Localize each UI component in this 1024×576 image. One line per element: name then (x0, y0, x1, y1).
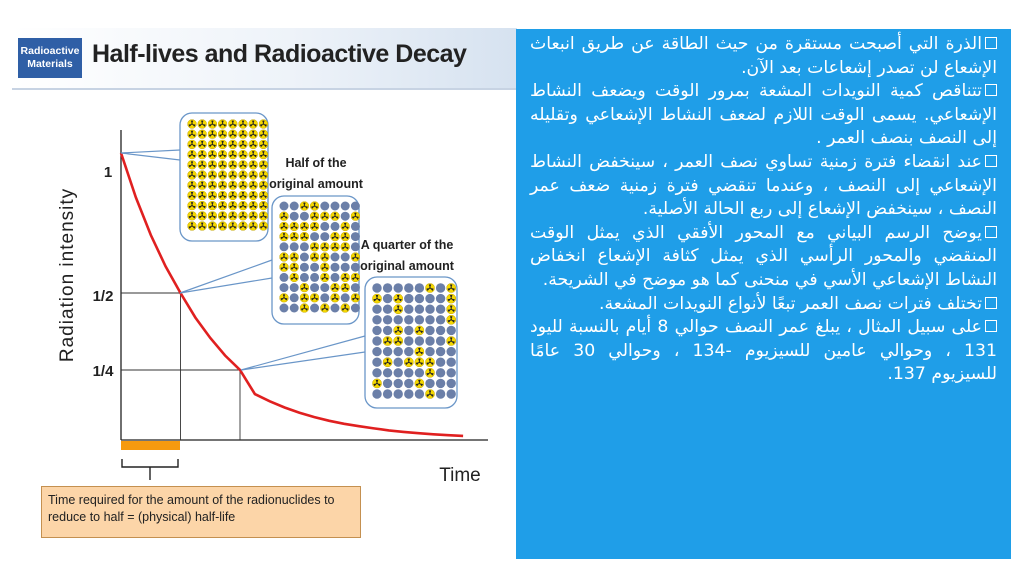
stable-atom (383, 283, 392, 292)
radioactive-atom-icon (320, 253, 329, 262)
stable-atom (331, 222, 340, 231)
radioactive-atom-icon (198, 181, 207, 190)
radioactive-atom-icon (228, 191, 237, 200)
radioactive-atom-icon (198, 120, 207, 129)
stable-atom (310, 304, 319, 313)
stable-atom (404, 326, 413, 335)
radioactive-atom-icon (447, 294, 456, 303)
stable-atom (425, 336, 434, 345)
stable-atom (436, 368, 445, 377)
stable-atom (394, 347, 403, 356)
radioactive-atom-icon (290, 273, 299, 282)
radioactive-atom-icon (300, 232, 309, 241)
radioactive-atom-icon (341, 222, 350, 231)
radioactive-atom-icon (447, 305, 456, 314)
stable-atom (280, 304, 289, 313)
radioactive-atom-icon (188, 140, 197, 149)
radioactive-atom-icon (249, 222, 258, 231)
stable-atom (383, 347, 392, 356)
radioactive-atom-icon (228, 150, 237, 159)
radioactive-atom-icon (341, 232, 350, 241)
radioactive-atom-icon (425, 283, 434, 292)
stable-atom (320, 293, 329, 302)
stable-atom (280, 283, 289, 292)
stable-atom (425, 326, 434, 335)
stable-atom (383, 389, 392, 398)
radioactive-atom-icon (394, 336, 403, 345)
radioactive-atom-icon (415, 347, 424, 356)
radioactive-atom-icon (259, 120, 268, 129)
radioactive-atom-icon (300, 293, 309, 302)
radioactive-atom-icon (351, 293, 360, 302)
stable-atom (331, 253, 340, 262)
radioactive-atom-icon (351, 273, 360, 282)
stable-atom (383, 305, 392, 314)
radioactive-atom-icon (425, 358, 434, 367)
checkbox-bullet-icon (985, 155, 997, 167)
radioactive-atom-icon (310, 202, 319, 211)
radioactive-atom-icon (188, 120, 197, 129)
stable-atom (415, 305, 424, 314)
radioactive-atom-icon (290, 263, 299, 272)
radioactive-atom-icon (208, 171, 217, 180)
radioactive-atom-icon (198, 150, 207, 159)
stable-atom (394, 379, 403, 388)
callout-half-label-2: original amount (269, 177, 363, 191)
list-item (530, 80, 997, 151)
y-tick-1: 1 (103, 164, 113, 181)
radioactive-atom-icon (249, 130, 258, 139)
radioactive-atom-icon (208, 130, 217, 139)
radioactive-atom-icon (394, 305, 403, 314)
stable-atom (341, 263, 350, 272)
stable-atom (331, 273, 340, 282)
radioactive-atom-icon (218, 160, 227, 169)
explanation-panel (516, 29, 1011, 559)
radioactive-atom-icon (300, 304, 309, 313)
stable-atom (383, 326, 392, 335)
half-life-bracket (122, 459, 178, 480)
checkbox-bullet-icon (985, 84, 997, 96)
radioactive-atom-icon (425, 368, 434, 377)
y-axis-label: Radiation intensity (57, 187, 78, 363)
stable-atom (436, 347, 445, 356)
stable-atom (415, 389, 424, 398)
radioactive-atom-icon (351, 212, 360, 221)
radioactive-atom-icon (239, 222, 248, 231)
radioactive-atom-icon (310, 242, 319, 251)
stable-atom (320, 202, 329, 211)
list-item (530, 33, 997, 80)
stable-atom (331, 263, 340, 272)
stable-atom (351, 263, 360, 272)
radioactive-atom-icon (249, 181, 258, 190)
radioactive-atom-icon (188, 181, 197, 190)
radioactive-atom-icon (310, 222, 319, 231)
list-item (530, 316, 997, 387)
radioactive-atom-icon (320, 242, 329, 251)
radioactive-atom-icon (394, 294, 403, 303)
radioactive-atom-icon (208, 140, 217, 149)
radioactive-atom-icon (341, 242, 350, 251)
stable-atom (404, 283, 413, 292)
stable-atom (404, 379, 413, 388)
stable-atom (436, 379, 445, 388)
radioactive-atom-icon (320, 212, 329, 221)
radioactive-atom-icon (198, 171, 207, 180)
radioactive-atom-icon (218, 211, 227, 220)
radioactive-atom-icon (310, 253, 319, 262)
radioactive-atom-icon (188, 211, 197, 220)
stable-atom (436, 326, 445, 335)
stable-atom (331, 202, 340, 211)
radioactive-atom-icon (415, 326, 424, 335)
radioactive-atom-icon (239, 211, 248, 220)
radioactive-atom-icon (218, 191, 227, 200)
stable-atom (436, 336, 445, 345)
radioactive-atom-icon (188, 160, 197, 169)
radioactive-atom-icon (280, 253, 289, 262)
radioactive-atom-icon (310, 293, 319, 302)
stable-atom (372, 336, 381, 345)
radioactive-atom-icon (447, 315, 456, 324)
stable-atom (404, 347, 413, 356)
radioactive-atom-icon (249, 150, 258, 159)
radioactive-atom-icon (228, 181, 237, 190)
checkbox-bullet-icon (985, 226, 997, 238)
stable-atom (415, 283, 424, 292)
radioactive-atom-icon (239, 160, 248, 169)
stable-atom (372, 283, 381, 292)
stable-atom (372, 368, 381, 377)
radioactive-atom-icon (188, 191, 197, 200)
stable-atom (447, 368, 456, 377)
radioactive-atom-icon (218, 201, 227, 210)
stable-atom (351, 232, 360, 241)
radioactive-atom-icon (228, 130, 237, 139)
radioactive-atom-icon (239, 120, 248, 129)
radioactive-atom-icon (404, 358, 413, 367)
radioactive-atom-icon (372, 294, 381, 303)
stable-atom (290, 242, 299, 251)
stable-atom (300, 212, 309, 221)
radioactive-atom-icon (259, 222, 268, 231)
stable-atom (425, 379, 434, 388)
list-item-text: تختلف فترات نصف العمر تبعًا لأنواع النويدات المشعة. (599, 293, 982, 314)
stable-atom (383, 379, 392, 388)
radioactive-atom-icon (259, 191, 268, 200)
stable-atom (404, 315, 413, 324)
callout-half-label-1: Half of the (285, 156, 347, 170)
stable-atom (404, 389, 413, 398)
stable-atom (280, 202, 289, 211)
radioactive-atom-icon (280, 212, 289, 221)
stable-atom (331, 304, 340, 313)
radioactive-atom-icon (290, 222, 299, 231)
stable-atom (310, 273, 319, 282)
radioactive-atom-icon (218, 130, 227, 139)
radioactive-atom-icon (300, 202, 309, 211)
radioactive-atom-icon (249, 171, 258, 180)
radioactive-atom-icon (239, 181, 248, 190)
stable-atom (404, 294, 413, 303)
stable-atom (425, 305, 434, 314)
radioactive-atom-icon (249, 140, 258, 149)
stable-atom (447, 326, 456, 335)
stable-atom (290, 304, 299, 313)
stable-atom (436, 358, 445, 367)
stable-atom (394, 368, 403, 377)
stable-atom (290, 202, 299, 211)
stable-atom (436, 315, 445, 324)
radioactive-atom-icon (259, 181, 268, 190)
radioactive-atom-icon (208, 191, 217, 200)
stable-atom (394, 389, 403, 398)
radioactive-atom-icon (259, 140, 268, 149)
radioactive-atom-icon (218, 120, 227, 129)
radioactive-atom-icon (218, 171, 227, 180)
stable-atom (300, 253, 309, 262)
stable-atom (372, 358, 381, 367)
radioactive-atom-icon (280, 263, 289, 272)
radioactive-atom-icon (290, 232, 299, 241)
stable-atom (372, 315, 381, 324)
radioactive-atom-icon (239, 191, 248, 200)
radioactive-atom-icon (415, 379, 424, 388)
radioactive-atom-icon (239, 201, 248, 210)
stable-atom (425, 294, 434, 303)
checkbox-bullet-icon (985, 37, 997, 49)
stable-atom (383, 315, 392, 324)
stable-atom (351, 202, 360, 211)
radioactive-atom-icon (208, 201, 217, 210)
stable-atom (415, 368, 424, 377)
x-axis-label: Time (439, 465, 481, 486)
radioactive-atom-icon (331, 212, 340, 221)
radioactive-atom-icon (415, 358, 424, 367)
stable-atom (436, 294, 445, 303)
radioactive-atom-icon (208, 120, 217, 129)
radioactive-atom-icon (259, 201, 268, 210)
radioactive-atom-icon (341, 304, 350, 313)
stable-atom (341, 202, 350, 211)
stable-atom (351, 283, 360, 292)
stable-atom (290, 283, 299, 292)
radioactive-atom-icon (239, 130, 248, 139)
stable-atom (415, 294, 424, 303)
radioactive-atom-icon (208, 211, 217, 220)
stable-atom (394, 315, 403, 324)
radioactive-atom-icon (310, 212, 319, 221)
radioactive-atom-icon (249, 201, 258, 210)
stable-atom (404, 336, 413, 345)
radioactive-atom-icon (198, 222, 207, 231)
stable-atom (341, 293, 350, 302)
radioactive-atom-icon (259, 150, 268, 159)
stable-atom (415, 336, 424, 345)
radioactive-atom-icon (188, 130, 197, 139)
stable-atom (425, 315, 434, 324)
badge-line2: Materials (27, 58, 73, 70)
stable-atom (394, 283, 403, 292)
radioactive-atom-icon (198, 191, 207, 200)
list-item (530, 293, 997, 317)
radioactive-atom-icon (331, 293, 340, 302)
stable-atom (351, 222, 360, 231)
radioactive-atom-icon (320, 273, 329, 282)
list-item (530, 151, 997, 222)
stable-atom (447, 379, 456, 388)
radioactive-atom-icon (372, 379, 381, 388)
stable-atom (436, 283, 445, 292)
stable-atom (383, 294, 392, 303)
radioactive-atom-icon (394, 326, 403, 335)
stable-atom (300, 242, 309, 251)
stable-atom (436, 389, 445, 398)
radioactive-atom-icon (228, 120, 237, 129)
radioactive-atom-icon (383, 336, 392, 345)
stable-atom (372, 326, 381, 335)
stable-atom (290, 212, 299, 221)
list-item-text: الذرة التي أصبحت مستقرة من حيث الطاقة عن طريق انبعاث الإشعاع لن تصدر إشعاعات بعد الآن. (530, 34, 997, 78)
list-item (530, 222, 997, 293)
radioactive-atom-icon (239, 140, 248, 149)
radioactive-atom-icon (239, 171, 248, 180)
badge-line1: Radioactive (20, 45, 80, 57)
radioactive-atom-icon (218, 181, 227, 190)
radioactive-atom-icon (188, 201, 197, 210)
slide-title: Half-lives and Radioactive Decay (92, 40, 467, 68)
radioactive-atom-icon (351, 253, 360, 262)
list-item-text: يوضح الرسم البياني مع المحور الأفقي الذي يمثل الوقت المنقضي والمحور الرأسي الذي يمثل كثافة الإشعاع انخفاض النشاط الإشعاعي الأسي في منحنى كما هو موضح في الشريحة. (530, 222, 997, 290)
stable-atom (372, 305, 381, 314)
radioactive-atom-icon (300, 222, 309, 231)
radioactive-atom-icon (188, 150, 197, 159)
stable-atom (320, 222, 329, 231)
radioactive-atom-icon (259, 171, 268, 180)
stable-atom (404, 368, 413, 377)
stable-atom (320, 283, 329, 292)
stable-atom (310, 232, 319, 241)
callout-quarter-label-2: original amount (360, 259, 454, 273)
radioactive-atom-icon (218, 150, 227, 159)
stable-atom (351, 304, 360, 313)
y-tick-quarter: 1/4 (92, 363, 114, 380)
stable-atom (447, 358, 456, 367)
radioactive-atom-icon (208, 150, 217, 159)
radioactive-atom-icon (320, 304, 329, 313)
radioactive-atom-icon (331, 242, 340, 251)
radioactive-atom-icon (208, 222, 217, 231)
radioactive-atom-icon (198, 160, 207, 169)
radioactive-atom-icon (259, 130, 268, 139)
stable-atom (404, 305, 413, 314)
stable-atom (290, 293, 299, 302)
stable-atom (280, 273, 289, 282)
list-item-text: تتناقص كمية النويدات المشعة بمرور الوقت ويضعف النشاط الإشعاعي. يسمى الوقت اللازم لضعف النشاط الإشعاعي وتقليله إلى النصف بنصف العمر . (530, 81, 997, 149)
radioactive-atom-icon (331, 232, 340, 241)
radioactive-atom-icon (259, 160, 268, 169)
stable-atom (300, 263, 309, 272)
radioactive-atom-icon (249, 120, 258, 129)
radioactive-atom-icon (259, 211, 268, 220)
radioactive-atom-icon (198, 130, 207, 139)
radioactive-atom-icon (198, 140, 207, 149)
radioactive-atom-icon (228, 160, 237, 169)
radioactive-atom-icon (425, 389, 434, 398)
checkbox-bullet-icon (985, 297, 997, 309)
radioactive-atom-icon (228, 222, 237, 231)
radioactive-atom-icon (228, 140, 237, 149)
stable-atom (351, 242, 360, 251)
stable-atom (320, 232, 329, 241)
radioactive-atom-icon (249, 191, 258, 200)
stable-atom (372, 347, 381, 356)
radioactive-atom-icon (280, 222, 289, 231)
radioactive-atom-icon (341, 283, 350, 292)
stable-atom (310, 283, 319, 292)
radioactive-atom-icon (249, 211, 258, 220)
stable-atom (341, 212, 350, 221)
radioactive-atom-icon (208, 160, 217, 169)
radioactive-atom-icon (447, 283, 456, 292)
radioactive-atom-icon (447, 336, 456, 345)
radioactive-atom-icon (228, 211, 237, 220)
radioactive-atom-icon (188, 171, 197, 180)
radioactive-atom-icon (249, 160, 258, 169)
checkbox-bullet-icon (985, 320, 997, 332)
radioactive-atom-icon (218, 140, 227, 149)
radioactive-atom-icon (239, 150, 248, 159)
radioactive-atom-icon (300, 283, 309, 292)
stable-atom (341, 253, 350, 262)
callout-quarter-label-1: A quarter of the (360, 238, 454, 252)
radioactive-atom-icon (280, 232, 289, 241)
stable-atom (425, 347, 434, 356)
stable-atom (415, 315, 424, 324)
stable-atom (280, 242, 289, 251)
radioactive-atom-icon (198, 211, 207, 220)
radioactive-atom-icon (383, 358, 392, 367)
radioactive-atom-icon (290, 253, 299, 262)
half-life-definition: Time required for the amount of the radionuclides to reduce to half = (physical) half-life (41, 486, 361, 538)
radioactive-atom-icon (280, 293, 289, 302)
stable-atom (394, 358, 403, 367)
stable-atom (300, 273, 309, 282)
list-item-text: على سبيل المثال ، يبلغ عمر النصف حوالي 8 أيام بالنسبة لليود 131 ، وحوالي عامين للسيزيوم -134 ، وحوالي 30 عامًا للسيزيوم 137. (530, 317, 998, 385)
radioactive-atom-icon (218, 222, 227, 231)
stable-atom (310, 263, 319, 272)
stable-atom (372, 389, 381, 398)
radioactive-atom-icon (188, 222, 197, 231)
stable-atom (447, 389, 456, 398)
radioactive-atom-icon (331, 283, 340, 292)
stable-atom (436, 305, 445, 314)
radioactive-atom-icon (208, 181, 217, 190)
list-item-text: عند انقضاء فترة زمنية تساوي نصف العمر ، سينخفض النشاط الإشعاعي إلى النصف ، وعندما تنقضي فترة زمنية ضعف عمر النصف ، سينخفض الإشعاع إلى ربع الحالة الأصلية. (530, 151, 997, 220)
radioactive-atom-icon (320, 263, 329, 272)
stable-atom (383, 368, 392, 377)
y-tick-half: 1/2 (92, 288, 114, 305)
radioactive-atom-icon (198, 201, 207, 210)
half-life-bar (121, 441, 180, 450)
radioactive-atom-icon (228, 201, 237, 210)
radioactive-atom-icon (341, 273, 350, 282)
stable-atom (447, 347, 456, 356)
radioactive-atom-icon (228, 171, 237, 180)
